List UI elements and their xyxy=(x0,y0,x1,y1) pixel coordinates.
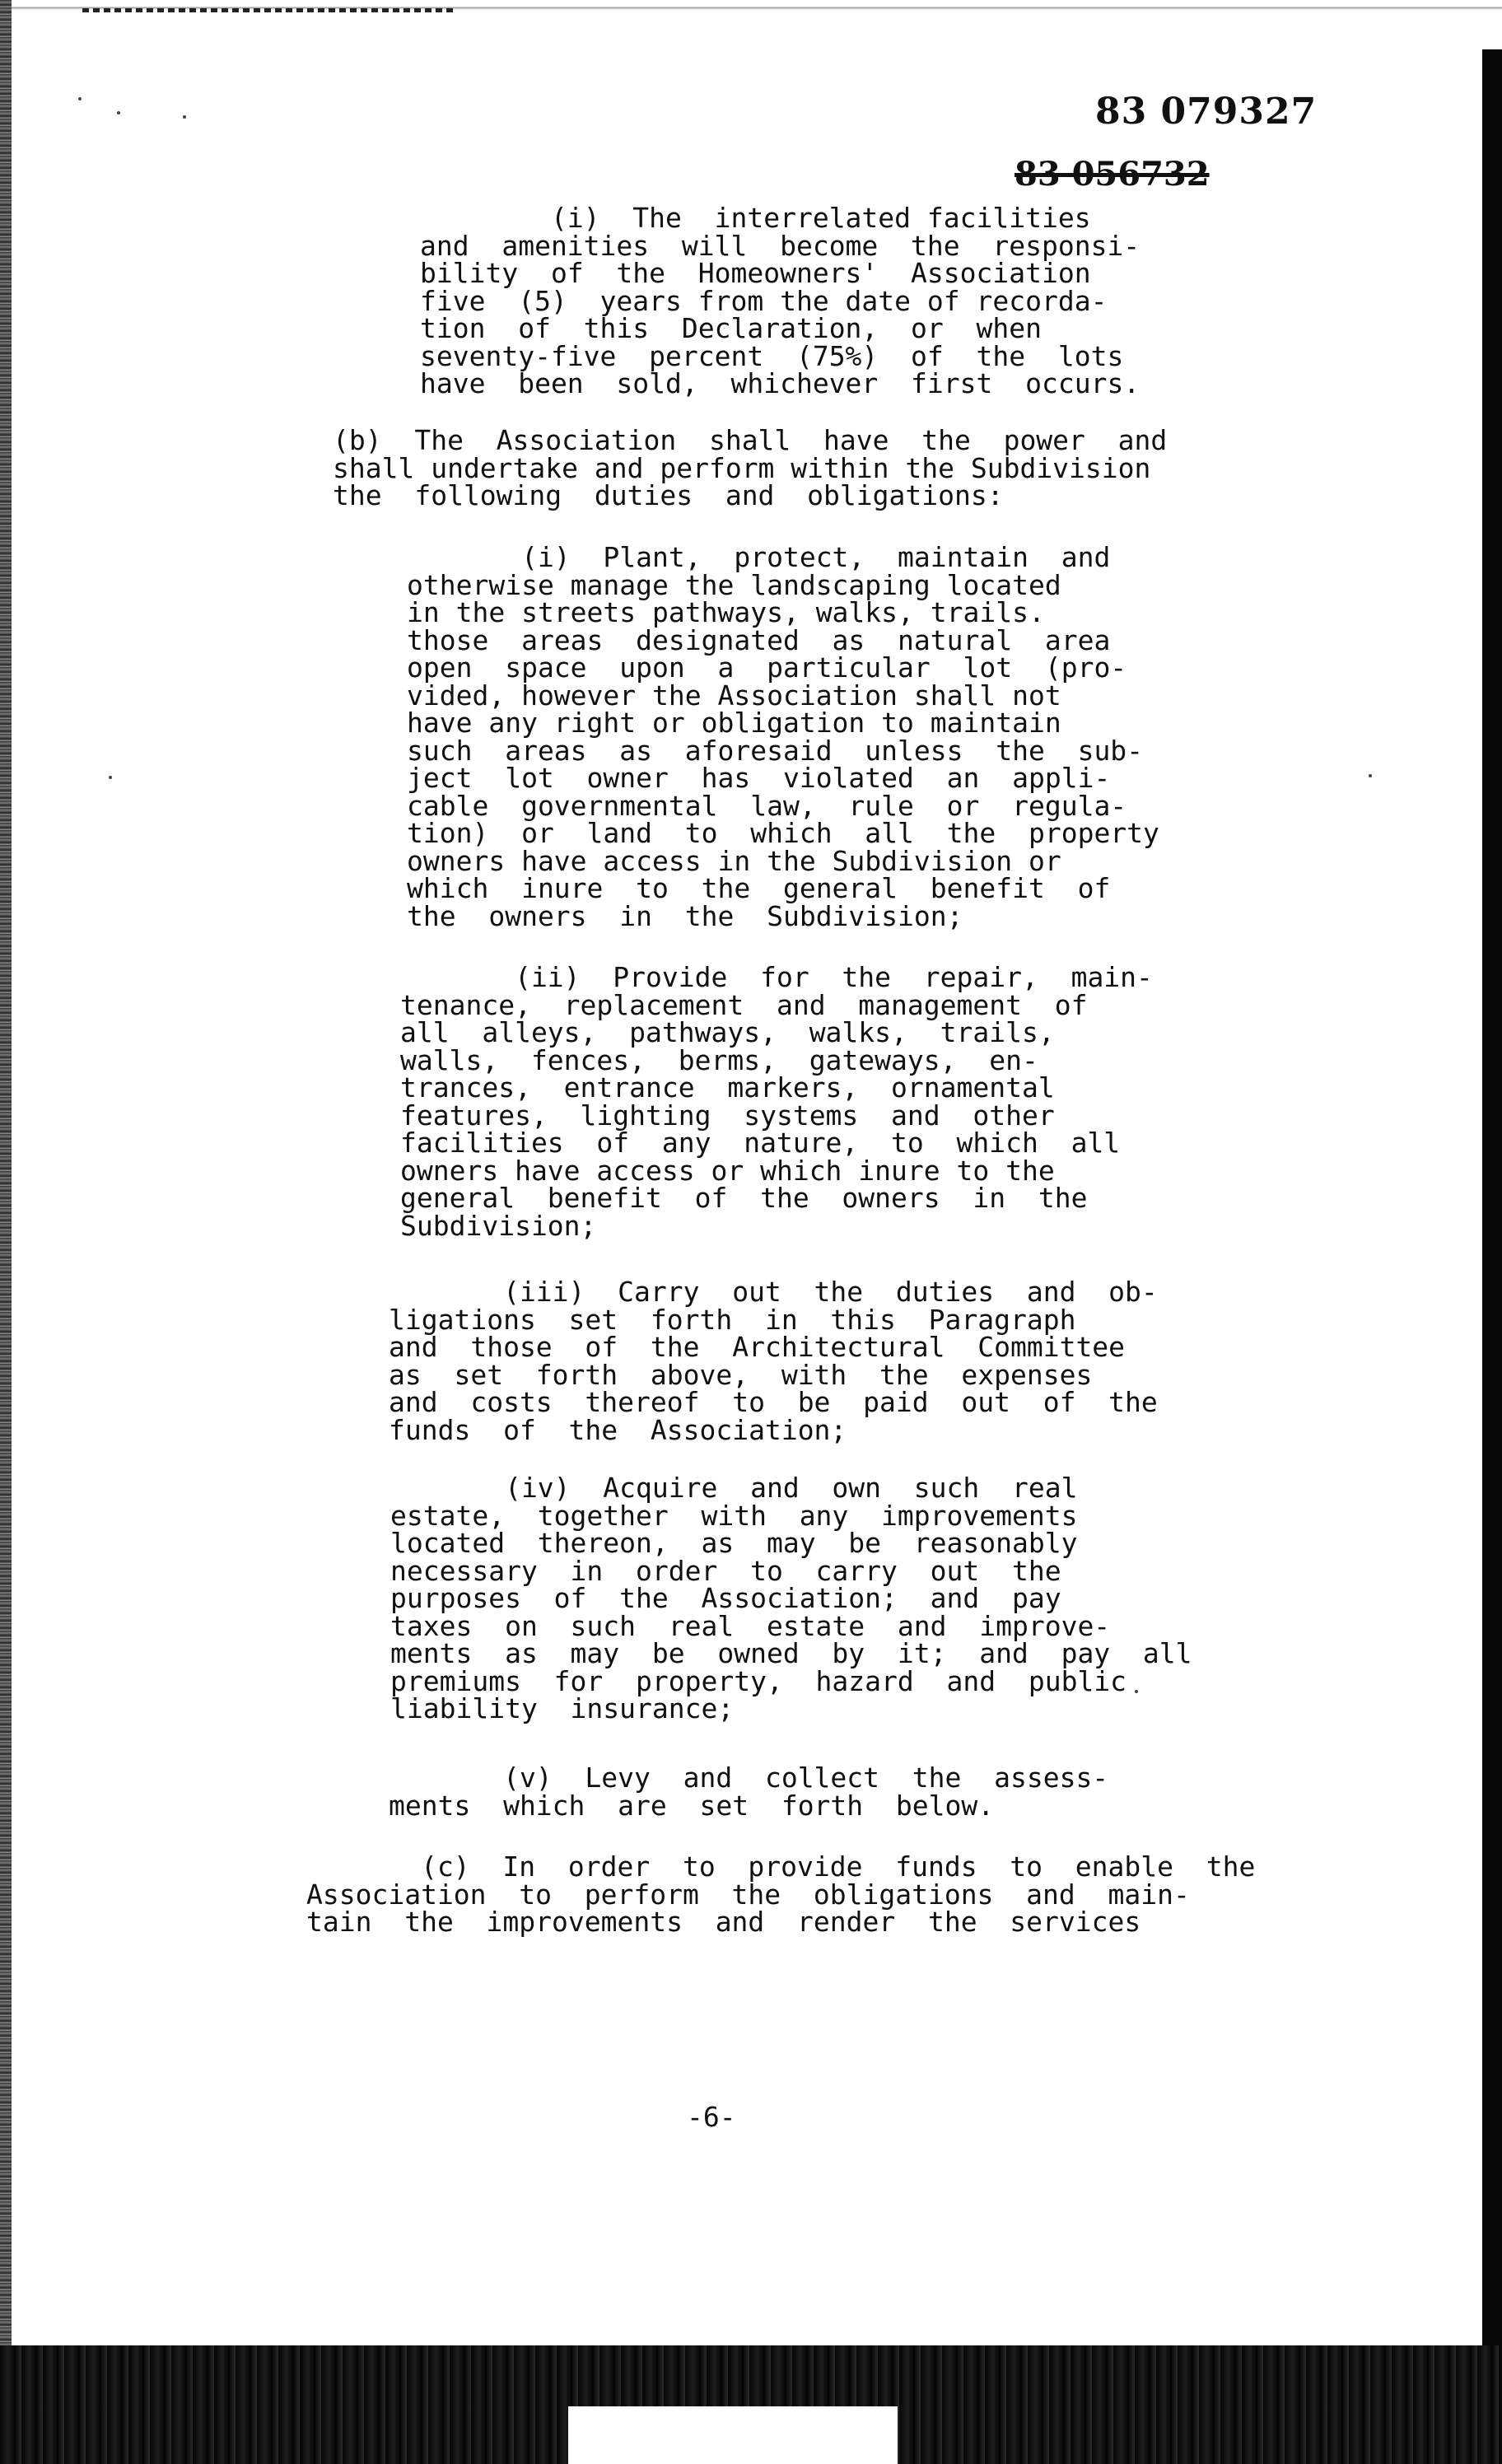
scan-speck xyxy=(117,111,120,114)
text-line: have been sold, whichever first occurs. xyxy=(420,367,1140,399)
text-line: funds of the Association; xyxy=(389,1413,847,1446)
text-line: facilities of any nature, to which all xyxy=(400,1127,1121,1159)
text-line: (b) The Association shall have the power and xyxy=(333,424,1168,456)
paragraph-item-b-ii xyxy=(400,961,1153,1242)
text-line: purposes of the Association; and pay xyxy=(390,1582,1061,1614)
text-line: and amenities will become the responsi- xyxy=(420,229,1140,262)
scan-speck xyxy=(109,776,112,779)
text-line: have any right or obligation to maintain xyxy=(407,707,1061,739)
paragraph-item-c xyxy=(306,1850,1256,1938)
text-line: such areas as aforesaid unless the sub- xyxy=(407,734,1144,767)
text-line: open space upon a particular lot (pro- xyxy=(407,651,1127,684)
scan-left-edge xyxy=(0,0,12,2464)
page-number: -6- xyxy=(687,2101,736,2133)
text-line: (c) In order to provide funds to enable the xyxy=(306,1850,1256,1883)
text-line: (iii) Carry out the duties and ob- xyxy=(389,1276,1158,1308)
text-line: as set forth above, with the expenses xyxy=(389,1358,1093,1391)
text-line: (i) Plant, protect, maintain and xyxy=(407,541,1111,573)
text-line: tion of this Declaration, or when xyxy=(420,312,1042,344)
text-line: and those of the Architectural Committee xyxy=(389,1331,1126,1363)
text-line: necessary in order to carry out the xyxy=(390,1554,1061,1587)
text-line: those areas designated as natural area xyxy=(407,623,1111,656)
text-line: estate, together with any improvements xyxy=(390,1499,1078,1532)
text-line: liability insurance; xyxy=(390,1692,735,1724)
text-line: trances, entrance markers, ornamental xyxy=(400,1071,1055,1104)
text-line: premiums for property, hazard and public xyxy=(390,1664,1127,1697)
text-line: general benefit of the owners in the xyxy=(400,1182,1088,1214)
text-line: Subdivision; xyxy=(400,1209,597,1242)
superseded-document-number: 83 056732 xyxy=(1015,155,1210,194)
text-line: (v) Levy and collect the assess- xyxy=(389,1762,1109,1794)
text-line: the owners in the Subdivision; xyxy=(407,899,963,932)
text-line: seventy-five percent (75%) of the lots xyxy=(420,339,1124,372)
text-line: owners have access or which inure to the xyxy=(400,1154,1055,1187)
text-line: otherwise manage the landscaping located xyxy=(407,568,1061,601)
text-line: (ii) Provide for the repair, main- xyxy=(400,961,1153,993)
text-line: Association to perform the obligations and main- xyxy=(306,1878,1190,1911)
paragraph-item-b-i xyxy=(407,541,1159,932)
text-line: vided, however the Association shall not xyxy=(407,679,1061,712)
scan-bottom-edge xyxy=(0,2345,1502,2464)
scan-speck xyxy=(1369,774,1372,777)
paragraph-item-i-facilities xyxy=(420,204,1140,398)
text-line: owners have access in the Subdivision or xyxy=(407,844,1061,877)
text-line: all alleys, pathways, walks, trails, xyxy=(400,1016,1055,1048)
text-line: in the streets pathways, walks, trails. xyxy=(407,596,1045,628)
document-number: 83 079327 xyxy=(1095,91,1318,133)
paragraph-item-b xyxy=(333,424,1168,511)
text-line: taxes on such real estate and improve- xyxy=(390,1609,1111,1642)
scan-speck xyxy=(78,97,82,100)
text-line: ligations set forth in this Paragraph xyxy=(389,1303,1076,1336)
scan-top-edge xyxy=(0,0,1502,31)
text-line: shall undertake and perform within the Subdivision xyxy=(333,451,1151,484)
text-line: cable governmental law, rule or regula- xyxy=(407,789,1127,822)
paragraph-item-b-iii xyxy=(389,1278,1158,1444)
scan-right-edge xyxy=(1482,49,1502,2388)
text-line: and costs thereof to be paid out of the xyxy=(389,1386,1158,1418)
text-line: tenance, replacement and management of xyxy=(400,988,1088,1021)
scan-bottom-label-area xyxy=(568,2406,898,2464)
text-line: five (5) years from the date of recorda- xyxy=(420,284,1108,317)
text-line: walls, fences, berms, gateways, en- xyxy=(400,1043,1038,1076)
paragraph-item-b-iv xyxy=(390,1474,1192,1723)
text-line: ject lot owner has violated an appli- xyxy=(407,762,1111,794)
text-line: bility of the Homeowners' Association xyxy=(420,257,1091,289)
text-line: (i) The interrelated facilities xyxy=(420,202,1091,234)
text-line: (iv) Acquire and own such real xyxy=(390,1472,1078,1504)
text-line: tion) or land to which all the property xyxy=(407,817,1159,849)
scan-speck xyxy=(183,115,186,119)
text-line: ments which are set forth below. xyxy=(389,1789,995,1822)
text-line: located thereon, as may be reasonably xyxy=(390,1527,1078,1559)
text-line: which inure to the general benefit of xyxy=(407,872,1111,904)
paragraph-item-b-v xyxy=(389,1762,1109,1822)
text-line: ments as may be owned by it; and pay all xyxy=(390,1637,1192,1669)
text-line: tain the improvements and render the services xyxy=(306,1906,1141,1938)
text-line: the following duties and obligations: xyxy=(333,479,1004,511)
text-line: features, lighting systems and other xyxy=(400,1099,1055,1132)
